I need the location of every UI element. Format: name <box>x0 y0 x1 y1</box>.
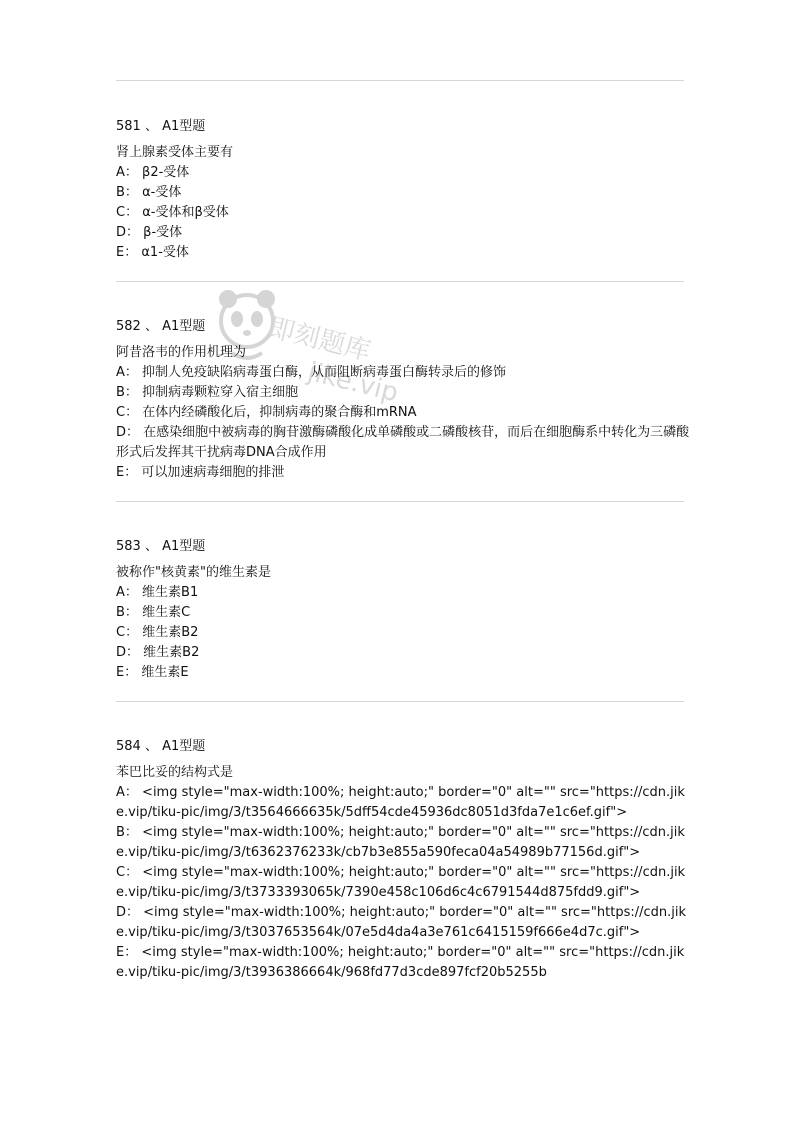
option-a <box>116 163 691 183</box>
option-label: E： <box>116 665 138 680</box>
watermark-name: 即刻题库 <box>265 312 374 368</box>
option-label: B： <box>116 385 138 400</box>
question-header: 582 、 A1型题 <box>116 319 206 334</box>
question-type: A1型题 <box>162 539 206 554</box>
option-e <box>116 463 691 483</box>
option-d <box>116 903 691 943</box>
option-label: E： <box>116 245 138 260</box>
question-stem: 阿昔洛韦的作用机理为 <box>116 345 247 360</box>
option-label: C： <box>116 865 139 880</box>
option-label: D： <box>116 645 140 660</box>
option-label: A： <box>116 365 138 380</box>
option-b <box>116 183 691 203</box>
question-type: A1型题 <box>162 319 206 334</box>
option-text: 维生素B2 <box>143 645 200 660</box>
question-584 <box>116 737 691 983</box>
option-label: C： <box>116 205 139 220</box>
option-label: C： <box>116 625 139 640</box>
question-header: 581 、 A1型题 <box>116 119 206 134</box>
option-text: 抑制病毒颗粒穿入宿主细胞 <box>142 385 299 400</box>
option-text: 维生素B1 <box>142 585 199 600</box>
option-text: 在感染细胞中被病毒的胸苷激酶磷酸化成单磷酸或二磷酸核苷，而后在细胞酶系中转化为三磷酸形式后发挥其干扰病毒DNA合成作用 <box>116 425 690 460</box>
option-a <box>116 583 691 603</box>
option-e <box>116 243 691 263</box>
option-d <box>116 643 691 663</box>
option-b <box>116 603 691 623</box>
option-c <box>116 403 691 423</box>
option-d <box>116 423 691 463</box>
option-a <box>116 363 691 383</box>
option-text: 维生素E <box>141 665 189 680</box>
option-label: B： <box>116 605 138 620</box>
option-text: α1-受体 <box>141 245 189 260</box>
option-c <box>116 203 691 223</box>
option-text: β2-受体 <box>142 165 190 180</box>
question-stem: 肾上腺素受体主要有 <box>116 145 234 160</box>
option-label: E： <box>116 465 138 480</box>
question-number: 582 <box>116 319 141 334</box>
option-e <box>116 943 691 983</box>
option-c <box>116 623 691 643</box>
question-582 <box>116 317 691 483</box>
option-label: A： <box>116 165 138 180</box>
option-label: C： <box>116 405 139 420</box>
option-text: α-受体 <box>142 185 182 200</box>
option-c <box>116 863 691 903</box>
option-e <box>116 663 691 683</box>
option-label: D： <box>116 425 140 440</box>
option-label: D： <box>116 905 140 920</box>
option-text: <img style="max-width:100%; height:auto;" border="0" alt="" src="https://cdn.jike.vip/tiku-pic/img/3/t3564666635k/5dff54cde45936dc8051d3fda7e1c6ef.gif"> <box>116 785 685 820</box>
option-text: α-受体和β受体 <box>142 205 229 220</box>
option-text: 抑制人免疫缺陷病毒蛋白酶，从而阻断病毒蛋白酶转录后的修饰 <box>142 365 507 380</box>
option-label: A： <box>116 585 138 600</box>
option-b <box>116 383 691 403</box>
watermark-url: jike.vip <box>304 357 402 409</box>
question-type: A1型题 <box>162 739 206 754</box>
question-number: 583 <box>116 539 141 554</box>
question-header: 583 、 A1型题 <box>116 539 206 554</box>
option-label: B： <box>116 825 138 840</box>
option-text: 在体内经磷酸化后，抑制病毒的聚合酶和mRNA <box>142 405 417 420</box>
option-text: <img style="max-width:100%; height:auto;" border="0" alt="" src="https://cdn.jike.vip/tiku-pic/img/3/t3733393065k/7390e458c106d6c4c6791544d875fdd9.gif"> <box>116 865 686 900</box>
option-label: B： <box>116 185 138 200</box>
option-label: A： <box>116 785 138 800</box>
question-581 <box>116 117 691 263</box>
option-text: β-受体 <box>143 225 183 240</box>
question-number: 584 <box>116 739 141 754</box>
option-text: <img style="max-width:100%; height:auto;" border="0" alt="" src="https://cdn.jike.vip/tiku-pic/img/3/t3037653564k/07e5d4da4a3e761c6415159f666e4d7c.gif"> <box>116 905 687 940</box>
option-text: 维生素C <box>142 605 191 620</box>
question-type: A1型题 <box>162 119 206 134</box>
divider <box>116 281 684 282</box>
divider <box>116 501 684 502</box>
option-label: D： <box>116 225 140 240</box>
option-text: 维生素B2 <box>142 625 199 640</box>
question-583 <box>116 537 691 683</box>
question-header: 584 、 A1型题 <box>116 739 206 754</box>
option-b <box>116 823 691 863</box>
divider <box>116 80 684 81</box>
option-text: <img style="max-width:100%; height:auto;" border="0" alt="" src="https://cdn.jike.vip/tiku-pic/img/3/t3936386664k/968fd77d3cde897fcf20b5255b <box>116 945 685 980</box>
question-stem: 被称作"核黄素"的维生素是 <box>116 565 271 580</box>
option-text: <img style="max-width:100%; height:auto;" border="0" alt="" src="https://cdn.jike.vip/tiku-pic/img/3/t6362376233k/cb7b3e855a590feca04a54989b77156d.gif"> <box>116 825 685 860</box>
option-d <box>116 223 691 243</box>
divider <box>116 701 684 702</box>
option-a <box>116 783 691 823</box>
option-text: 可以加速病毒细胞的排泄 <box>141 465 285 480</box>
question-stem: 苯巴比妥的结构式是 <box>116 765 234 780</box>
question-number: 581 <box>116 119 141 134</box>
option-label: E： <box>116 945 138 960</box>
